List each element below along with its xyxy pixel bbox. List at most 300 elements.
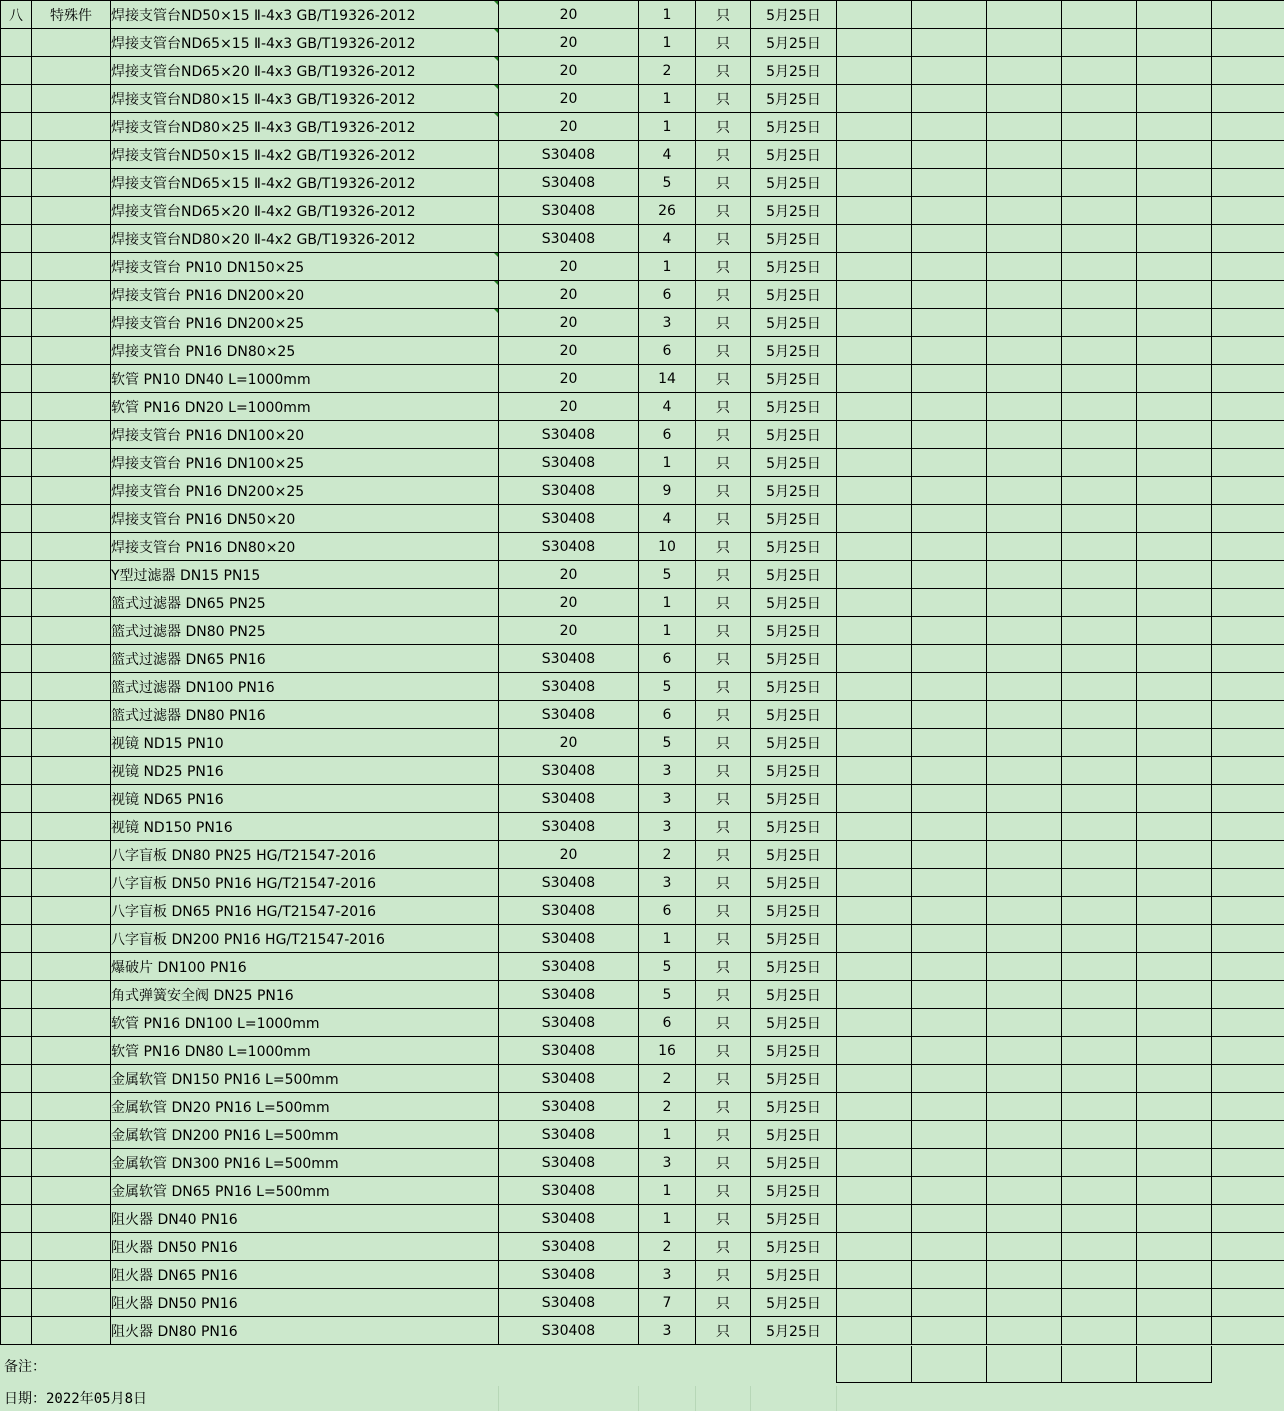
empty-cell[interactable] <box>837 29 912 57</box>
quantity-cell[interactable]: 5 <box>639 169 696 197</box>
quantity-cell[interactable]: 1 <box>639 925 696 953</box>
unit-cell[interactable]: 只 <box>696 225 751 253</box>
empty-cell[interactable] <box>1062 1317 1137 1345</box>
empty-cell[interactable] <box>1062 561 1137 589</box>
empty-cell[interactable] <box>1137 29 1212 57</box>
empty-cell[interactable] <box>1212 953 1284 981</box>
empty-cell[interactable] <box>987 365 1062 393</box>
item-name-cell[interactable]: 阻火器 DN80 PN16 <box>111 1317 499 1345</box>
empty-cell[interactable] <box>1062 1289 1137 1317</box>
material-cell[interactable]: S30408 <box>499 645 639 673</box>
empty-cell[interactable] <box>912 981 987 1009</box>
empty-cell[interactable] <box>1062 869 1137 897</box>
empty-cell[interactable] <box>1062 813 1137 841</box>
quantity-cell[interactable]: 1 <box>639 29 696 57</box>
category-cell[interactable] <box>32 449 111 477</box>
empty-cell[interactable] <box>1062 757 1137 785</box>
footer-box[interactable] <box>911 1346 987 1383</box>
delivery-date-cell[interactable]: 5月25日 <box>751 729 837 757</box>
empty-cell[interactable] <box>1137 113 1212 141</box>
row-index-cell[interactable]: 八 <box>1 1 32 29</box>
empty-cell[interactable] <box>1062 477 1137 505</box>
material-cell[interactable]: 20 <box>499 253 639 281</box>
row-index-cell[interactable] <box>1 1065 32 1093</box>
quantity-cell[interactable]: 2 <box>639 1233 696 1261</box>
unit-cell[interactable]: 只 <box>696 253 751 281</box>
unit-cell[interactable]: 只 <box>696 1 751 29</box>
empty-cell[interactable] <box>1062 1261 1137 1289</box>
empty-cell[interactable] <box>987 589 1062 617</box>
quantity-cell[interactable]: 1 <box>639 1205 696 1233</box>
material-cell[interactable]: S30408 <box>499 1233 639 1261</box>
quantity-cell[interactable]: 4 <box>639 393 696 421</box>
quantity-cell[interactable]: 2 <box>639 57 696 85</box>
category-cell[interactable] <box>32 1261 111 1289</box>
empty-cell[interactable] <box>1137 281 1212 309</box>
category-cell[interactable] <box>32 281 111 309</box>
material-cell[interactable]: S30408 <box>499 169 639 197</box>
material-cell[interactable]: S30408 <box>499 897 639 925</box>
empty-cell[interactable] <box>1062 449 1137 477</box>
quantity-cell[interactable]: 1 <box>639 449 696 477</box>
unit-cell[interactable]: 只 <box>696 617 751 645</box>
material-cell[interactable]: 20 <box>499 1 639 29</box>
category-cell[interactable] <box>32 1065 111 1093</box>
empty-cell[interactable] <box>1212 1149 1284 1177</box>
item-name-cell[interactable]: 八字盲板 DN65 PN16 HG/T21547-2016 <box>111 897 499 925</box>
empty-cell[interactable] <box>912 645 987 673</box>
empty-cell[interactable] <box>1212 1121 1284 1149</box>
delivery-date-cell[interactable]: 5月25日 <box>751 505 837 533</box>
item-name-cell[interactable]: 八字盲板 DN200 PN16 HG/T21547-2016 <box>111 925 499 953</box>
material-cell[interactable]: 20 <box>499 57 639 85</box>
delivery-date-cell[interactable]: 5月25日 <box>751 1261 837 1289</box>
empty-cell[interactable] <box>1212 1 1284 29</box>
empty-cell[interactable] <box>987 981 1062 1009</box>
empty-cell[interactable] <box>1062 505 1137 533</box>
row-index-cell[interactable] <box>1 841 32 869</box>
unit-cell[interactable]: 只 <box>696 757 751 785</box>
category-cell[interactable] <box>32 645 111 673</box>
empty-cell[interactable] <box>1137 141 1212 169</box>
unit-cell[interactable]: 只 <box>696 701 751 729</box>
quantity-cell[interactable]: 2 <box>639 1065 696 1093</box>
empty-cell[interactable] <box>1062 897 1137 925</box>
empty-cell[interactable] <box>987 141 1062 169</box>
unit-cell[interactable]: 只 <box>696 1233 751 1261</box>
empty-cell[interactable] <box>1137 57 1212 85</box>
empty-cell[interactable] <box>1212 589 1284 617</box>
empty-cell[interactable] <box>1212 533 1284 561</box>
empty-cell[interactable] <box>987 421 1062 449</box>
row-index-cell[interactable] <box>1 757 32 785</box>
item-name-cell[interactable]: 焊接支管台 PN16 DN80×25 <box>111 337 499 365</box>
empty-cell[interactable] <box>837 533 912 561</box>
item-name-cell[interactable]: 阻火器 DN50 PN16 <box>111 1289 499 1317</box>
empty-cell[interactable] <box>1212 897 1284 925</box>
unit-cell[interactable]: 只 <box>696 169 751 197</box>
empty-cell[interactable] <box>1212 869 1284 897</box>
empty-cell[interactable] <box>837 169 912 197</box>
empty-cell[interactable] <box>912 701 987 729</box>
unit-cell[interactable]: 只 <box>696 393 751 421</box>
unit-cell[interactable]: 只 <box>696 589 751 617</box>
empty-cell[interactable] <box>1212 309 1284 337</box>
empty-cell[interactable] <box>1212 281 1284 309</box>
category-cell[interactable] <box>32 197 111 225</box>
material-cell[interactable]: S30408 <box>499 1177 639 1205</box>
empty-cell[interactable] <box>837 281 912 309</box>
empty-cell[interactable] <box>1212 1261 1284 1289</box>
unit-cell[interactable]: 只 <box>696 1009 751 1037</box>
unit-cell[interactable]: 只 <box>696 85 751 113</box>
row-index-cell[interactable] <box>1 281 32 309</box>
category-cell[interactable] <box>32 617 111 645</box>
unit-cell[interactable]: 只 <box>696 1177 751 1205</box>
item-name-cell[interactable]: 软管 PN16 DN100 L=1000mm <box>111 1009 499 1037</box>
delivery-date-cell[interactable]: 5月25日 <box>751 869 837 897</box>
empty-cell[interactable] <box>912 1009 987 1037</box>
empty-cell[interactable] <box>837 729 912 757</box>
empty-cell[interactable] <box>987 57 1062 85</box>
empty-cell[interactable] <box>1137 701 1212 729</box>
empty-cell[interactable] <box>912 449 987 477</box>
empty-cell[interactable] <box>1137 1205 1212 1233</box>
empty-cell[interactable] <box>837 1009 912 1037</box>
empty-cell[interactable] <box>1212 477 1284 505</box>
empty-cell[interactable] <box>987 1149 1062 1177</box>
footer-box[interactable] <box>1061 1346 1137 1383</box>
delivery-date-cell[interactable]: 5月25日 <box>751 421 837 449</box>
row-index-cell[interactable] <box>1 1233 32 1261</box>
empty-cell[interactable] <box>987 533 1062 561</box>
empty-cell[interactable] <box>1062 1177 1137 1205</box>
delivery-date-cell[interactable]: 5月25日 <box>751 477 837 505</box>
row-index-cell[interactable] <box>1 533 32 561</box>
delivery-date-cell[interactable]: 5月25日 <box>751 617 837 645</box>
row-index-cell[interactable] <box>1 1317 32 1345</box>
empty-cell[interactable] <box>837 701 912 729</box>
item-name-cell[interactable]: 焊接支管台ND65×20 Ⅱ-4x2 GB/T19326-2012 <box>111 197 499 225</box>
material-cell[interactable]: S30408 <box>499 141 639 169</box>
empty-cell[interactable] <box>837 813 912 841</box>
category-cell[interactable] <box>32 113 111 141</box>
empty-cell[interactable] <box>1062 589 1137 617</box>
row-index-cell[interactable] <box>1 169 32 197</box>
empty-cell[interactable] <box>912 617 987 645</box>
empty-cell[interactable] <box>1062 421 1137 449</box>
quantity-cell[interactable]: 14 <box>639 365 696 393</box>
empty-cell[interactable] <box>837 253 912 281</box>
row-index-cell[interactable] <box>1 729 32 757</box>
empty-cell[interactable] <box>1212 1317 1284 1345</box>
empty-cell[interactable] <box>912 925 987 953</box>
empty-cell[interactable] <box>1062 1121 1137 1149</box>
category-cell[interactable] <box>32 85 111 113</box>
footer-box[interactable] <box>1136 1346 1212 1383</box>
empty-cell[interactable] <box>987 1037 1062 1065</box>
empty-cell[interactable] <box>837 1289 912 1317</box>
category-cell[interactable] <box>32 169 111 197</box>
empty-cell[interactable] <box>1062 1065 1137 1093</box>
row-index-cell[interactable] <box>1 1121 32 1149</box>
empty-cell[interactable] <box>912 505 987 533</box>
item-name-cell[interactable] <box>111 29 499 57</box>
row-index-cell[interactable] <box>1 1289 32 1317</box>
empty-cell[interactable] <box>987 1065 1062 1093</box>
category-cell[interactable] <box>32 505 111 533</box>
item-name-cell[interactable] <box>111 85 499 113</box>
unit-cell[interactable]: 只 <box>696 477 751 505</box>
empty-cell[interactable] <box>837 1177 912 1205</box>
quantity-cell[interactable]: 10 <box>639 533 696 561</box>
empty-cell[interactable] <box>912 197 987 225</box>
category-cell[interactable] <box>32 869 111 897</box>
quantity-cell[interactable]: 7 <box>639 1289 696 1317</box>
empty-cell[interactable] <box>912 561 987 589</box>
empty-cell[interactable] <box>1212 1065 1284 1093</box>
empty-cell[interactable] <box>987 393 1062 421</box>
item-name-cell[interactable] <box>111 253 499 281</box>
item-name-cell[interactable]: 金属软管 DN20 PN16 L=500mm <box>111 1093 499 1121</box>
category-cell[interactable] <box>32 29 111 57</box>
empty-cell[interactable] <box>1062 1009 1137 1037</box>
empty-cell[interactable] <box>987 1 1062 29</box>
quantity-cell[interactable]: 5 <box>639 561 696 589</box>
empty-cell[interactable] <box>912 1261 987 1289</box>
delivery-date-cell[interactable]: 5月25日 <box>751 561 837 589</box>
quantity-cell[interactable]: 1 <box>639 253 696 281</box>
empty-cell[interactable] <box>837 309 912 337</box>
empty-cell[interactable] <box>1212 253 1284 281</box>
row-index-cell[interactable] <box>1 589 32 617</box>
empty-cell[interactable] <box>1062 309 1137 337</box>
empty-cell[interactable] <box>1062 253 1137 281</box>
delivery-date-cell[interactable]: 5月25日 <box>751 897 837 925</box>
empty-cell[interactable] <box>1212 1037 1284 1065</box>
empty-cell[interactable] <box>837 785 912 813</box>
row-index-cell[interactable] <box>1 1177 32 1205</box>
empty-cell[interactable] <box>912 1037 987 1065</box>
category-cell[interactable] <box>32 1289 111 1317</box>
empty-cell[interactable] <box>837 393 912 421</box>
empty-cell[interactable] <box>1062 1205 1137 1233</box>
empty-cell[interactable] <box>1212 1233 1284 1261</box>
empty-cell[interactable] <box>837 981 912 1009</box>
quantity-cell[interactable]: 5 <box>639 729 696 757</box>
empty-cell[interactable] <box>1212 449 1284 477</box>
quantity-cell[interactable]: 3 <box>639 1149 696 1177</box>
empty-cell[interactable] <box>1062 29 1137 57</box>
empty-cell[interactable] <box>1137 1177 1212 1205</box>
item-name-cell[interactable]: 焊接支管台 PN16 DN50×20 <box>111 505 499 533</box>
quantity-cell[interactable]: 6 <box>639 421 696 449</box>
empty-cell[interactable] <box>987 561 1062 589</box>
empty-cell[interactable] <box>1137 421 1212 449</box>
row-index-cell[interactable] <box>1 197 32 225</box>
empty-cell[interactable] <box>1212 393 1284 421</box>
empty-cell[interactable] <box>912 869 987 897</box>
unit-cell[interactable]: 只 <box>696 533 751 561</box>
empty-cell[interactable] <box>837 589 912 617</box>
empty-cell[interactable] <box>987 225 1062 253</box>
empty-cell[interactable] <box>837 925 912 953</box>
material-cell[interactable]: S30408 <box>499 1205 639 1233</box>
empty-cell[interactable] <box>1212 981 1284 1009</box>
empty-cell[interactable] <box>987 169 1062 197</box>
empty-cell[interactable] <box>1212 85 1284 113</box>
unit-cell[interactable]: 只 <box>696 505 751 533</box>
empty-cell[interactable] <box>837 477 912 505</box>
category-cell[interactable] <box>32 701 111 729</box>
empty-cell[interactable] <box>1137 813 1212 841</box>
empty-cell[interactable] <box>987 841 1062 869</box>
empty-cell[interactable] <box>837 645 912 673</box>
quantity-cell[interactable]: 3 <box>639 1261 696 1289</box>
empty-cell[interactable] <box>987 1261 1062 1289</box>
item-name-cell[interactable]: 八字盲板 DN50 PN16 HG/T21547-2016 <box>111 869 499 897</box>
material-cell[interactable]: S30408 <box>499 1289 639 1317</box>
empty-cell[interactable] <box>837 365 912 393</box>
empty-cell[interactable] <box>837 337 912 365</box>
empty-cell[interactable] <box>837 869 912 897</box>
row-index-cell[interactable] <box>1 253 32 281</box>
quantity-cell[interactable]: 6 <box>639 1009 696 1037</box>
item-name-cell[interactable] <box>111 309 499 337</box>
quantity-cell[interactable]: 3 <box>639 785 696 813</box>
material-cell[interactable]: S30408 <box>499 869 639 897</box>
quantity-cell[interactable]: 4 <box>639 225 696 253</box>
empty-cell[interactable] <box>1062 981 1137 1009</box>
row-index-cell[interactable] <box>1 505 32 533</box>
unit-cell[interactable]: 只 <box>696 1121 751 1149</box>
quantity-cell[interactable]: 3 <box>639 813 696 841</box>
material-cell[interactable]: 20 <box>499 841 639 869</box>
category-cell[interactable] <box>32 1149 111 1177</box>
quantity-cell[interactable]: 1 <box>639 1 696 29</box>
empty-cell[interactable] <box>1062 1149 1137 1177</box>
empty-cell[interactable] <box>1212 421 1284 449</box>
quantity-cell[interactable]: 6 <box>639 337 696 365</box>
empty-cell[interactable] <box>1062 337 1137 365</box>
empty-cell[interactable] <box>987 645 1062 673</box>
material-cell[interactable]: 20 <box>499 589 639 617</box>
empty-cell[interactable] <box>1062 281 1137 309</box>
empty-cell[interactable] <box>1137 1317 1212 1345</box>
unit-cell[interactable]: 只 <box>696 813 751 841</box>
delivery-date-cell[interactable]: 5月25日 <box>751 393 837 421</box>
row-index-cell[interactable] <box>1 477 32 505</box>
empty-cell[interactable] <box>1212 169 1284 197</box>
unit-cell[interactable]: 只 <box>696 1093 751 1121</box>
empty-cell[interactable] <box>1062 617 1137 645</box>
empty-cell[interactable] <box>1212 841 1284 869</box>
delivery-date-cell[interactable]: 5月25日 <box>751 141 837 169</box>
empty-cell[interactable] <box>837 1 912 29</box>
empty-cell[interactable] <box>1212 57 1284 85</box>
footer-box[interactable] <box>986 1346 1062 1383</box>
item-name-cell[interactable] <box>111 113 499 141</box>
category-cell[interactable] <box>32 729 111 757</box>
delivery-date-cell[interactable]: 5月25日 <box>751 281 837 309</box>
empty-cell[interactable] <box>912 729 987 757</box>
delivery-date-cell[interactable]: 5月25日 <box>751 953 837 981</box>
delivery-date-cell[interactable]: 5月25日 <box>751 309 837 337</box>
empty-cell[interactable] <box>987 253 1062 281</box>
category-cell[interactable] <box>32 673 111 701</box>
item-name-cell[interactable]: 篮式过滤器 DN80 PN16 <box>111 701 499 729</box>
empty-cell[interactable] <box>912 477 987 505</box>
delivery-date-cell[interactable]: 5月25日 <box>751 981 837 1009</box>
empty-cell[interactable] <box>837 617 912 645</box>
empty-cell[interactable] <box>1137 1233 1212 1261</box>
empty-cell[interactable] <box>987 1093 1062 1121</box>
quantity-cell[interactable]: 5 <box>639 981 696 1009</box>
category-cell[interactable] <box>32 1205 111 1233</box>
item-name-cell[interactable]: 篮式过滤器 DN100 PN16 <box>111 673 499 701</box>
empty-cell[interactable] <box>1212 757 1284 785</box>
empty-cell[interactable] <box>987 1009 1062 1037</box>
row-index-cell[interactable] <box>1 1149 32 1177</box>
category-cell[interactable] <box>32 1317 111 1345</box>
empty-cell[interactable] <box>987 1317 1062 1345</box>
empty-cell[interactable] <box>1137 1065 1212 1093</box>
delivery-date-cell[interactable]: 5月25日 <box>751 365 837 393</box>
unit-cell[interactable]: 只 <box>696 1149 751 1177</box>
empty-cell[interactable] <box>987 757 1062 785</box>
material-cell[interactable]: 20 <box>499 617 639 645</box>
empty-cell[interactable] <box>1137 1093 1212 1121</box>
empty-cell[interactable] <box>1212 365 1284 393</box>
empty-cell[interactable] <box>837 1121 912 1149</box>
empty-cell[interactable] <box>912 253 987 281</box>
empty-cell[interactable] <box>1137 85 1212 113</box>
empty-cell[interactable] <box>987 1177 1062 1205</box>
empty-cell[interactable] <box>1212 1009 1284 1037</box>
quantity-cell[interactable]: 1 <box>639 113 696 141</box>
quantity-cell[interactable]: 2 <box>639 1093 696 1121</box>
empty-cell[interactable] <box>1062 729 1137 757</box>
empty-cell[interactable] <box>912 673 987 701</box>
empty-cell[interactable] <box>1137 1037 1212 1065</box>
empty-cell[interactable] <box>1137 337 1212 365</box>
empty-cell[interactable] <box>1062 673 1137 701</box>
row-index-cell[interactable] <box>1 393 32 421</box>
empty-cell[interactable] <box>1212 197 1284 225</box>
item-name-cell[interactable]: 软管 PN16 DN20 L=1000mm <box>111 393 499 421</box>
empty-cell[interactable] <box>987 813 1062 841</box>
empty-cell[interactable] <box>987 505 1062 533</box>
delivery-date-cell[interactable]: 5月25日 <box>751 29 837 57</box>
item-name-cell[interactable]: 篮式过滤器 DN65 PN25 <box>111 589 499 617</box>
unit-cell[interactable]: 只 <box>696 981 751 1009</box>
empty-cell[interactable] <box>1062 141 1137 169</box>
material-cell[interactable]: S30408 <box>499 505 639 533</box>
empty-cell[interactable] <box>1062 113 1137 141</box>
empty-cell[interactable] <box>1212 1093 1284 1121</box>
empty-cell[interactable] <box>1137 561 1212 589</box>
empty-cell[interactable] <box>987 729 1062 757</box>
category-cell[interactable] <box>32 477 111 505</box>
category-cell[interactable] <box>32 981 111 1009</box>
category-cell[interactable] <box>32 589 111 617</box>
empty-cell[interactable] <box>1137 393 1212 421</box>
empty-cell[interactable] <box>912 421 987 449</box>
empty-cell[interactable] <box>987 449 1062 477</box>
empty-cell[interactable] <box>837 449 912 477</box>
category-cell[interactable] <box>32 925 111 953</box>
item-name-cell[interactable]: 阻火器 DN50 PN16 <box>111 1233 499 1261</box>
